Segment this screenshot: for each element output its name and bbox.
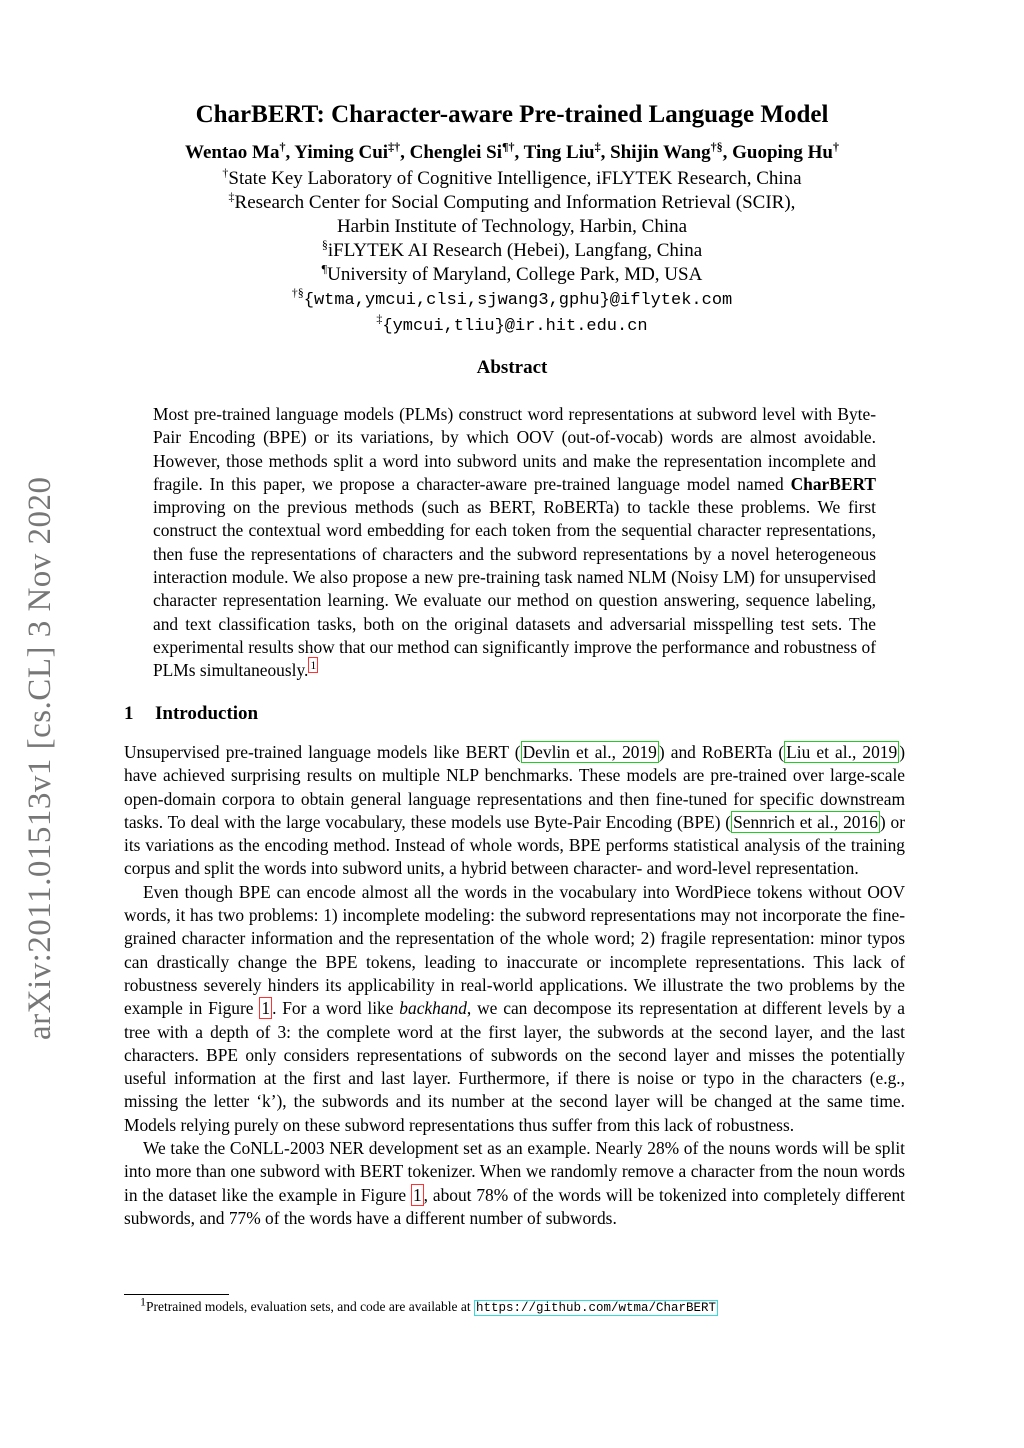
url-link[interactable]: https://github.com/wtma/CharBERT xyxy=(476,1301,717,1315)
footnote: $^1$Pretrained models, evaluation sets, and code are available at https://github.com/wtma/CharBERT xyxy=(140,1294,717,1315)
introduction-body xyxy=(124,741,905,1230)
abstract-heading: Abstract xyxy=(476,357,548,378)
paper-title: CharBERT: Character-aware Pre-trained Language Model xyxy=(195,101,829,128)
footnote-link[interactable]: 1 xyxy=(310,658,317,673)
email-line: †§{wtma,ymcui,clsi,sjwang3,gphu}@iflytek.com xyxy=(291,285,733,310)
paragraph: Even though BPE can encode almost all the words in the vocabulary into WordPiece tokens without OOV words, it has two problems: 1) incomplete modeling: the subword representations may not incorporate the fine-grained character information and the representation of the whole word; 2) fragile representation: minor typos can drastically change the BPE tokens, leading to inaccurate or incomplete representations. This lack of robustness severely hinders its applicability in real-world applications. We illustrate the two problems by the example in Figure 1 . For a word like backhand, we can decompose its representation at different levels by a tree with a depth of 3: the complete word at the first layer, the subwords at the second layer, and the last characters. BPE only considers representations of subwords on the second layer and misses the potentially useful information at the first and last layer. Furthermore, if there is noise or typo in the characters (e.g., missing the letter ‘k’), the subwords and its number at the second layer will be changed at the same time. Models relying purely on these subword representations thus suffer from this lack of robustness. xyxy=(124,881,905,1135)
email-line: ‡{ymcui,tliu}@ir.hit.edu.cn xyxy=(376,311,648,336)
author: Ting Liu‡ xyxy=(523,139,601,163)
citation-link[interactable]: Sennrich et al., 2016 xyxy=(733,811,878,832)
author: Guoping Hu† xyxy=(732,139,839,163)
affiliation-line: ‡Research Center for Social Computing and Information Retrieval (SCIR), xyxy=(228,189,796,213)
figure-link[interactable]: 1 xyxy=(412,1184,422,1205)
affiliation-line: ¶University of Maryland, College Park, MD, USA xyxy=(321,261,703,285)
affiliation-line: §iFLYTEK AI Research (Hebei), Langfang, China xyxy=(321,237,703,261)
citation-link[interactable]: Devlin et al., 2019 xyxy=(522,742,657,762)
affiliation-line: †State Key Laboratory of Cognitive Intelligence, iFLYTEK Research, China xyxy=(222,165,802,189)
affiliation-line: Harbin Institute of Technology, Harbin, China xyxy=(336,216,688,237)
section-heading: 1 Introduction xyxy=(124,703,259,724)
author: Chenglei Si¶† xyxy=(409,139,515,163)
citation-link[interactable]: Liu et al., 2019 xyxy=(786,742,898,762)
paragraph: We take the CoNLL-2003 NER development set as an example. Nearly 28% of the nouns words will be split into more than one subword with BERT tokenizer. When we randomly remove a character from the noun words in the dataset like the example in Figure 1 , about 78% of the words will be tokenized into completely different subwords, and 77% of the words have a different number of subwords. xyxy=(124,1138,905,1228)
author: Wentao Ma† xyxy=(185,139,286,163)
author: Shijin Wang†§ xyxy=(610,139,723,163)
author-list: Wentao Ma†, Yiming Cui‡†, Chenglei Si¶†, Ting Liu‡, Shijin Wang†§, Guoping Hu† xyxy=(185,139,839,163)
author: Yiming Cui‡† xyxy=(294,139,401,163)
arxiv-identifier: arXiv:2011.01513v1 [cs.CL] 3 Nov 2020 xyxy=(22,476,58,1040)
affiliations xyxy=(0,167,1024,339)
abstract-body: Most pre-trained language models (PLMs) construct word representations at subword level with Byte-Pair Encoding (BPE) or its variations, by which OOV (out-of-vocab) words are almost avoidable. However, those methods split a word into subword units and make the representation incomplete and fragile. In this paper, we propose a character-aware pre-trained language model named CharBERT improving on the previous methods (such as BERT, RoBERTa) to tackle these problems. We first construct the contextual word embedding for each token from the sequential character representations, then fuse the representations of characters and the subword representations by a novel heterogeneous interaction module. We also propose a new pre-training task named NLM (Noisy LM) for unsupervised character representation learning. We evaluate our method on question answering, sequence labeling, and text classification tasks, both on the original datasets and adversarial misspelling test sets. The experimental results show that our method can significantly improve the performance and robustness of PLMs simultaneously. $^1$ xyxy=(153,404,876,681)
figure-link[interactable]: 1 xyxy=(261,998,271,1019)
paragraph: Unsupervised pre-trained language models like BERT ( Devlin et al., 2019 ) and RoBERTa ( Liu et al., 2019 ) have achieved surprising results on multiple NLP benchmarks. These models are pre-trained over large-scale open-domain corpora to obtain general language representations and then fine-tuned for specific downstream tasks. To deal with the large vocabulary, these models use Byte-Pair Encoding (BPE) ( Sennrich et al., 2016 ) or its variations as the encoding method. Instead of whole words, BPE performs statistical analysis of the training corpus and split the words into subword units, a hybrid between character- and word-level representation. xyxy=(124,742,905,879)
